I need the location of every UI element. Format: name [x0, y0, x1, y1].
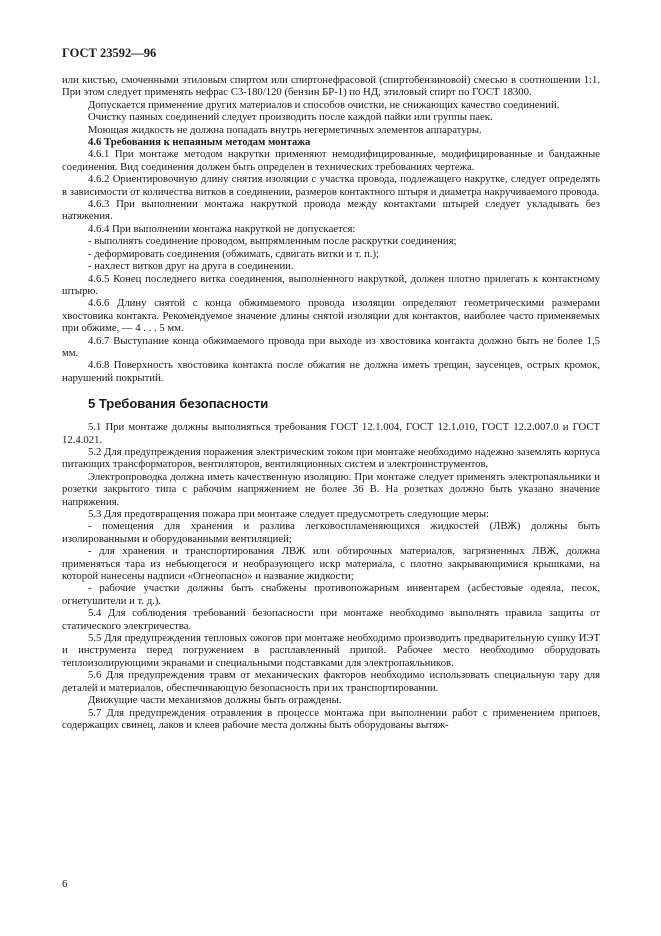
- clause-4-6-2: 4.6.2 Ориентировочную длину снятия изоляции с участка провода, подлежащего накрутке, следует определять в зависимости от количества витков в соединении, размеров контактного штыря и диаметра накручиваемого провода.: [62, 173, 600, 198]
- paragraph: Движущие части механизмов должны быть ограждены.: [88, 694, 342, 707]
- clause-5-5: 5.5 Для предупреждения тепловых ожогов при монтаже необходимо производить предварительную сушку ИЭТ и инструмента перед погружением в расплавленный припой. Рабочее место необходимо оборудовать теплоизолирующими экранами и специальными подставками для электропаяльников.: [62, 632, 600, 669]
- document-header: ГОСТ 23592—96: [62, 46, 157, 60]
- clause-5-4: 5.4 Для соблюдения требований безопасности при монтаже необходимо выполнять правила защиты от статического электричества.: [62, 607, 600, 632]
- list-item: - для хранения и транспортирования ЛВЖ или обтирочных материалов, загрязненных ЛВЖ, должна применяться тара из небьющегося и необразующего искр материала, с плотно закрывающимися крышками, на которой нанесены надписи «Огнеопасно» и название жидкости;: [62, 545, 600, 583]
- list-item: - нахлест витков друг на друга в соединении.: [88, 260, 294, 273]
- list-item: - помещения для хранения и разлива легковоспламеняющихся жидкостей (ЛВЖ) должны быть изолированными и оборудованными вентиляцией;: [62, 520, 600, 545]
- list-item: - рабочие участки должны быть снабжены противопожарным инвентарем (асбестовые одеяла, песок, огнетушители и т. д.).: [62, 582, 600, 607]
- clause-5-6: 5.6 Для предупреждения травм от механических факторов необходимо использовать специальную тару для деталей и материалов, обеспечивающую безопасность при их транспортировании.: [62, 669, 600, 694]
- paragraph-continuation: или кистью, смоченными этиловым спиртом или спиртонефрасовой (спиртобензиновой) смесью в соотношении 1:1. При этом следует применять нефрас С3-180/120 (бензин БР-1) по НД, этиловый спирт по ГОСТ 18300.: [62, 74, 600, 99]
- paragraph: Допускается применение других материалов и способов очистки, не снижающих качество соединений.: [88, 98, 560, 111]
- paragraph: Электропроводка должна иметь качественную изоляцию. При монтаже следует применять электропаяльники и розетки закрытого типа с рабочим напряжением не более 36 В. На розетках должно быть указано значение напряжения.: [62, 470, 600, 508]
- clause-5-7: 5.7 Для предупреждения отравления в процессе монтажа при выполнении работ с применением припоев, содержащих свинец, лаков и клеев рабочие места должны быть оборудованы вытяж-: [62, 706, 600, 731]
- section-heading-5: 5 Требования безопасности: [88, 396, 269, 412]
- clause-5-2: 5.2 Для предупреждения поражения электрическим током при монтаже необходимо надежно заземлять корпуса питающих трансформаторов, вентиляторов, вентиляционных систем и электроинструментов.: [62, 445, 600, 471]
- document-body: [62, 74, 600, 731]
- clause-4-6-6: 4.6.6 Длину снятой с конца обжимаемого провода изоляции определяют геометрическими размерами хвостовика контакта. Рекомендуемое значение длины снятой изоляции для контактов, наиболее часто применяемых при обжиме, — 4 . . . 5 мм.: [62, 297, 600, 335]
- page-number: 6: [62, 878, 68, 890]
- list-item: - выполнять соединение проводом, выпрямленным после раскрутки соединения;: [88, 235, 457, 248]
- clause-4-6-4: 4.6.4 При выполнении монтажа накруткой не допускается:: [88, 222, 356, 235]
- paragraph: Очистку паяных соединений следует производить после каждой пайки или группы паек.: [88, 111, 493, 124]
- clause-5-1: 5.1 При монтаже должны выполняться требования ГОСТ 12.1.004, ГОСТ 12.1.010, ГОСТ 12.2.007.0 и ГОСТ 12.4.021.: [62, 421, 600, 446]
- clause-5-3: 5.3 Для предотвращения пожара при монтаже следует предусмотреть следующие меры:: [88, 508, 489, 520]
- clause-4-6-7: 4.6.7 Выступание конца обжимаемого провода при выходе из хвостовика контакта должно быть не более 1,5 мм.: [62, 334, 600, 359]
- paragraph: Моющая жидкость не должна попадать внутрь негерметичных элементов аппаратуры.: [88, 123, 482, 136]
- clause-4-6-8: 4.6.8 Поверхность хвостовика контакта после обжатия не должна иметь трещин, заусенцев, острых кромок, нарушений покрытий.: [62, 359, 600, 384]
- subsection-heading-4-6: 4.6 Требования к непаяным методам монтажа: [88, 136, 311, 149]
- clause-4-6-5: 4.6.5 Конец последнего витка соединения, выполненного накруткой, должен плотно прилегать к контактному штырю.: [62, 272, 600, 297]
- clause-4-6-1: 4.6.1 При монтаже методом накрутки применяют немодифицированные, модифицированные и бандажные соединения. Вид соединения должен быть определен в технических требованиях чертежа.: [62, 148, 600, 173]
- clause-4-6-3: 4.6.3 При выполнении монтажа накруткой провода между контактами штырей следует укладывать без натяжения.: [62, 198, 600, 223]
- list-item: - деформировать соединения (обжимать, сдвигать витки и т. п.);: [88, 247, 379, 260]
